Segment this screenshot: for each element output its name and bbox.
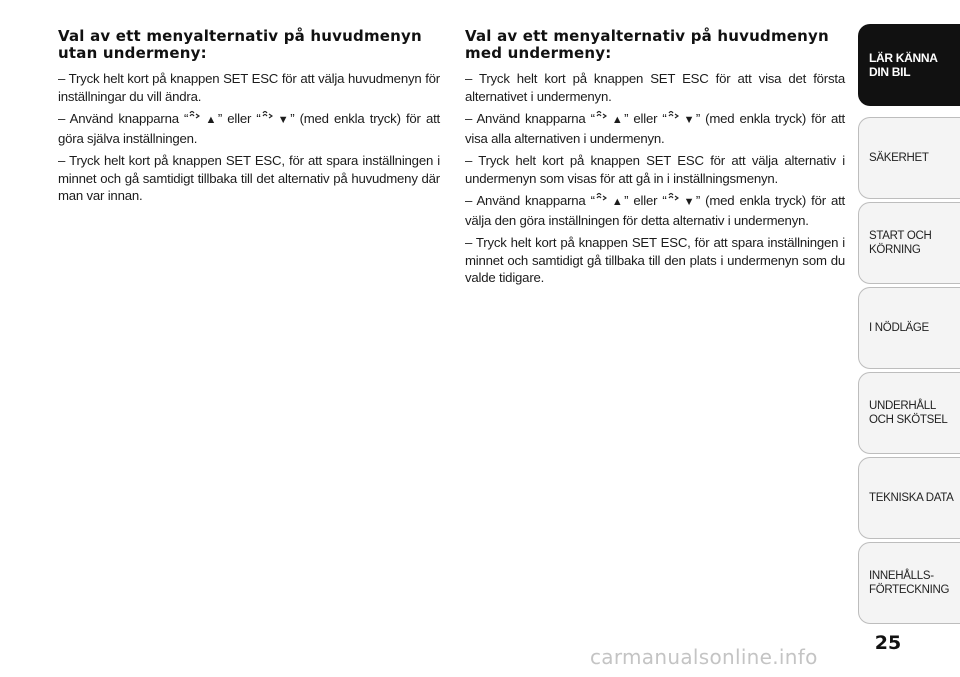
down-button-icon	[667, 110, 679, 129]
right-column	[465, 28, 845, 292]
tab-start-och-korning[interactable]	[858, 202, 960, 284]
tab-underhall-och-skotsel[interactable]	[858, 372, 960, 454]
heading-line-2: utan undermeny:	[58, 44, 207, 62]
down-arrow-icon: ▼	[683, 114, 696, 126]
heading-line-1: Val av ett menyalternativ på huvudmenyn	[58, 27, 422, 45]
tab-label: INNEHÅLLS- FÖRTECKNING	[869, 570, 950, 596]
tab-label: SÄKERHET	[869, 152, 929, 164]
tab-sakerhet[interactable]	[858, 117, 960, 199]
paragraph-select-main-menu: – Tryck helt kort på knappen SET ESC för att välja huvudmenyn för inställningar du vill ändra.	[58, 71, 440, 104]
tab-label: I NÖDLÄGE	[869, 322, 929, 334]
tab-innehallsforteckning[interactable]	[858, 542, 960, 624]
paragraph-show-first-option: – Tryck helt kort på knappen SET ESC för att visa det första alternativet i undermenyn.	[465, 71, 845, 104]
tab-label: START OCH KÖRNING	[869, 230, 932, 256]
down-button-icon	[261, 110, 273, 129]
down-arrow-icon: ▼	[683, 196, 696, 208]
up-arrow-icon: ▲	[205, 114, 218, 126]
page-number: 25	[874, 632, 902, 654]
paragraph-use-buttons-make-setting: – Använd knapparna “ ▲” eller “ ▼” (med enkla tryck) för att välja den göra inställningen för detta alternativ i undermenyn.	[465, 193, 846, 228]
up-arrow-icon: ▲	[611, 196, 625, 208]
section-heading-without-submenu	[58, 28, 440, 62]
paragraph-save-setting: – Tryck helt kort på knappen SET ESC, för att spara inställningen i minnet och gå samtidigt tillbaka till det alternativ på huvudmeny där man var innan.	[58, 153, 440, 203]
tab-lar-kanna-din-bil[interactable]	[858, 24, 960, 106]
tab-label: TEKNISKA DATA	[869, 492, 954, 504]
chapter-sidebar	[858, 0, 960, 677]
down-arrow-icon: ▼	[277, 114, 291, 126]
tab-label: UNDERHÅLL OCH SKÖTSEL	[869, 400, 948, 426]
up-arrow-icon: ▲	[611, 114, 625, 126]
up-button-icon	[595, 192, 607, 211]
paragraph-use-buttons-show-all: – Använd knapparna “ ▲” eller “ ▼” (med enkla tryck) för att visa alla alternativen i undermenyn.	[465, 111, 846, 146]
tab-label: LÄR KÄNNA DIN BIL	[869, 51, 938, 79]
heading-line-2: med undermeny:	[465, 44, 612, 62]
left-column	[58, 28, 440, 210]
paragraph-use-buttons: – Använd knapparna “ ▲” eller “ ▼” (med enkla tryck) för att göra själva inställningen.	[58, 111, 441, 146]
up-button-icon	[188, 110, 200, 129]
section-heading-with-submenu	[465, 28, 845, 62]
down-button-icon	[667, 192, 679, 211]
paragraph-save-and-return: – Tryck helt kort på knappen SET ESC, för att spara inställningen i minnet och samtidigt gå tillbaka till den plats i undermenyn som du valde tidigare.	[465, 235, 845, 285]
tab-i-nodlage[interactable]	[858, 287, 960, 369]
up-button-icon	[595, 110, 607, 129]
paragraph-select-submenu-option: – Tryck helt kort på knappen SET ESC för att välja alternativ i undermenyn som visas för att gå in i inställningsmenyn.	[465, 153, 845, 186]
heading-line-1: Val av ett menyalternativ på huvudmenyn	[465, 27, 829, 45]
watermark: carmanualsonline.info	[590, 645, 818, 669]
tab-tekniska-data[interactable]	[858, 457, 960, 539]
